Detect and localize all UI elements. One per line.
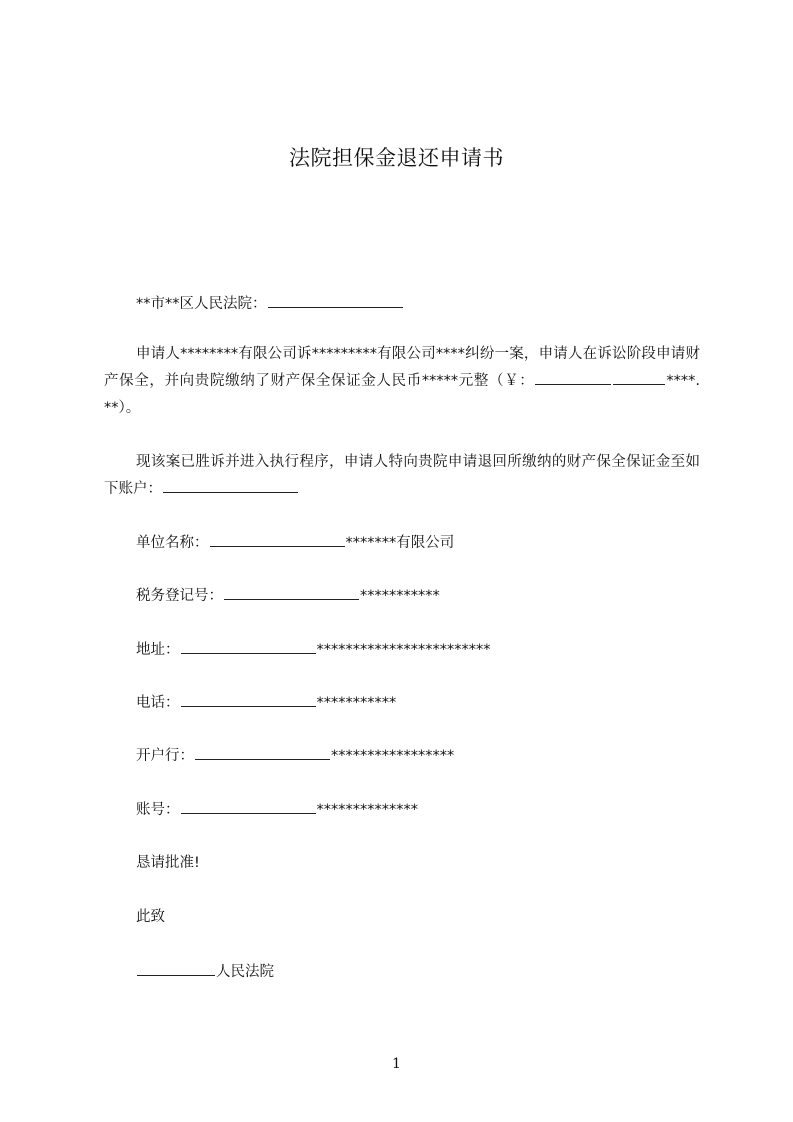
addressee-text: **市**区人民法院： bbox=[136, 296, 267, 312]
field-value: *********** bbox=[316, 695, 397, 711]
field-label: 电话： bbox=[136, 695, 180, 711]
field-blank bbox=[210, 532, 345, 547]
field-label: 账号： bbox=[136, 802, 180, 818]
field-value: ***************** bbox=[331, 748, 455, 764]
court-signature-line bbox=[136, 960, 274, 981]
account-blank bbox=[163, 478, 298, 493]
amount-blank-2 bbox=[613, 370, 665, 385]
addressee-line bbox=[136, 292, 404, 313]
field-label: 单位名称： bbox=[136, 535, 209, 551]
field-blank bbox=[181, 639, 316, 654]
field-value: ************** bbox=[316, 802, 418, 818]
paragraph-deposit bbox=[104, 341, 700, 422]
page-number: 1 bbox=[392, 1056, 401, 1072]
court-blank bbox=[137, 961, 215, 976]
field-tax-id bbox=[136, 584, 440, 605]
field-blank bbox=[181, 799, 316, 814]
closing-request: 恳请批准! bbox=[136, 855, 200, 871]
field-blank bbox=[195, 745, 330, 760]
paragraph-request-text: 现该案已胜诉并进入执行程序，申请人特向贵院申请退回所缴纳的财产保全保证金至如下账户： bbox=[104, 454, 700, 497]
field-bank bbox=[136, 744, 454, 765]
field-label: 税务登记号： bbox=[136, 588, 223, 604]
field-phone bbox=[136, 691, 396, 712]
field-label: 开户行： bbox=[136, 748, 194, 764]
salutation: 此致 bbox=[136, 909, 165, 925]
paragraph-request bbox=[104, 449, 700, 503]
field-blank bbox=[224, 585, 359, 600]
field-label: 地址： bbox=[136, 642, 180, 658]
field-blank bbox=[181, 692, 316, 707]
field-value: ************************ bbox=[316, 642, 491, 658]
field-value: *********** bbox=[360, 588, 440, 604]
addressee-blank bbox=[268, 293, 403, 308]
amount-masked: ****. **）。 bbox=[104, 373, 700, 416]
court-suffix: 人民法院 bbox=[216, 964, 274, 980]
field-value: *******有限公司 bbox=[345, 535, 455, 551]
field-address bbox=[136, 638, 491, 659]
paragraph-deposit-text: 申请人********有限公司诉*********有限公司****纠纷一案，申请人在诉讼阶段申请财产保全，并向贵院缴纳了财产保全保证金人民币*****元整（￥： bbox=[104, 346, 700, 389]
document-title: 法院担保金退还申请书 bbox=[289, 146, 504, 170]
field-company-name bbox=[136, 531, 454, 552]
field-account-number bbox=[136, 798, 418, 819]
amount-blank-1 bbox=[535, 370, 611, 385]
